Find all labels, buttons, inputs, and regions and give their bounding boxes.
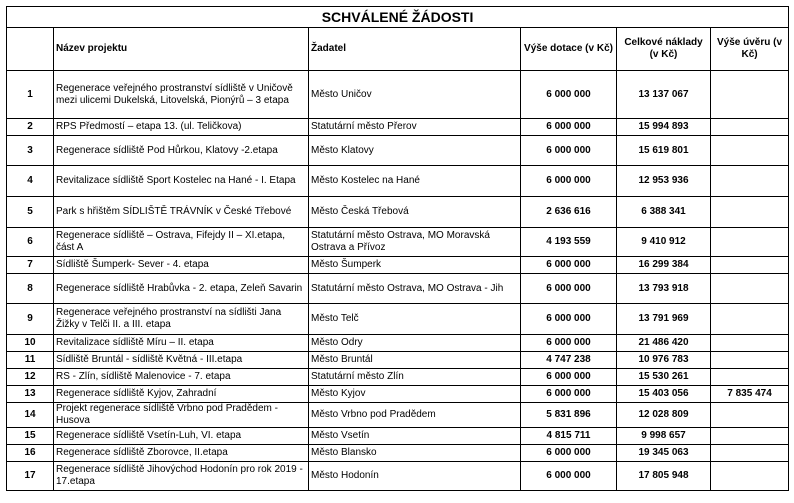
applicant-cell: Město Uničov — [309, 71, 521, 119]
header-applicant: Žadatel — [309, 28, 521, 71]
loan-cell — [711, 352, 789, 369]
total-costs-cell: 15 994 893 — [617, 119, 711, 136]
subsidy-cell: 6 000 000 — [521, 274, 617, 304]
subsidy-cell: 4 747 238 — [521, 352, 617, 369]
project-name-cell: Revitalizace sídliště Sport Kostelec na Hané - I. Etapa — [54, 166, 309, 197]
header-subsidy: Výše dotace (v Kč) — [521, 28, 617, 71]
subsidy-cell: 6 000 000 — [521, 166, 617, 197]
row-number: 12 — [7, 369, 54, 386]
loan-cell — [711, 228, 789, 257]
total-costs-cell: 13 791 969 — [617, 304, 711, 335]
row-number: 2 — [7, 119, 54, 136]
table-row — [7, 197, 789, 228]
loan-cell — [711, 166, 789, 197]
loan-cell — [711, 71, 789, 119]
project-name-cell: Sídliště Šumperk- Sever - 4. etapa — [54, 257, 309, 274]
row-number: 6 — [7, 228, 54, 257]
total-costs-cell: 17 805 948 — [617, 462, 711, 491]
loan-cell — [711, 369, 789, 386]
total-costs-cell: 9 998 657 — [617, 428, 711, 445]
table-row — [7, 166, 789, 197]
header-project-name: Název projektu — [54, 28, 309, 71]
applicant-cell: Město Vrbno pod Pradědem — [309, 403, 521, 428]
applicant-cell: Město Hodonín — [309, 462, 521, 491]
loan-cell — [711, 257, 789, 274]
subsidy-cell: 2 636 616 — [521, 197, 617, 228]
loan-cell — [711, 462, 789, 491]
total-costs-cell: 15 619 801 — [617, 136, 711, 166]
loan-cell — [711, 119, 789, 136]
total-costs-cell: 13 137 067 — [617, 71, 711, 119]
project-name-cell: Regenerace sídliště Zborovce, II.etapa — [54, 445, 309, 462]
loan-cell — [711, 445, 789, 462]
subsidy-cell: 6 000 000 — [521, 386, 617, 403]
project-name-cell: Projekt regenerace sídliště Vrbno pod Pradědem - Husova — [54, 403, 309, 428]
table-row — [7, 445, 789, 462]
subsidy-cell: 4 193 559 — [521, 228, 617, 257]
subsidy-cell: 4 815 711 — [521, 428, 617, 445]
applicant-cell: Město Telč — [309, 304, 521, 335]
total-costs-cell: 16 299 384 — [617, 257, 711, 274]
total-costs-cell: 21 486 420 — [617, 335, 711, 352]
row-number: 9 — [7, 304, 54, 335]
project-name-cell: Regenerace sídliště Kyjov, Zahradní — [54, 386, 309, 403]
total-costs-cell: 12 953 936 — [617, 166, 711, 197]
table-row — [7, 304, 789, 335]
table-row — [7, 428, 789, 445]
row-number: 13 — [7, 386, 54, 403]
applicant-cell: Město Blansko — [309, 445, 521, 462]
applicant-cell: Město Klatovy — [309, 136, 521, 166]
loan-cell — [711, 403, 789, 428]
row-number: 7 — [7, 257, 54, 274]
header-number — [7, 28, 54, 71]
loan-cell — [711, 335, 789, 352]
subsidy-cell: 6 000 000 — [521, 136, 617, 166]
total-costs-cell: 10 976 783 — [617, 352, 711, 369]
table-row — [7, 71, 789, 119]
loan-cell — [711, 428, 789, 445]
subsidy-cell: 6 000 000 — [521, 304, 617, 335]
table-title: SCHVÁLENÉ ŽÁDOSTI — [7, 7, 789, 28]
loan-cell — [711, 197, 789, 228]
table-row — [7, 335, 789, 352]
table-row — [7, 403, 789, 428]
subsidy-cell: 6 000 000 — [521, 445, 617, 462]
project-name-cell: Regenerace veřejného prostranství na sídlišti Jana Žižky v Telči II. a III. etapa — [54, 304, 309, 335]
table-row — [7, 352, 789, 369]
project-name-cell: Regenerace sídliště Hrabůvka - 2. etapa, Zeleň Savarin — [54, 274, 309, 304]
subsidy-cell: 6 000 000 — [521, 369, 617, 386]
loan-cell — [711, 274, 789, 304]
table-row — [7, 386, 789, 403]
subsidy-cell: 5 831 896 — [521, 403, 617, 428]
table-row — [7, 136, 789, 166]
applicant-cell: Město Vsetín — [309, 428, 521, 445]
project-name-cell: RPS Předmostí – etapa 13. (ul. Teličkova) — [54, 119, 309, 136]
row-number: 17 — [7, 462, 54, 491]
table-row — [7, 228, 789, 257]
applicant-cell: Město Šumperk — [309, 257, 521, 274]
total-costs-cell: 15 403 056 — [617, 386, 711, 403]
row-number: 14 — [7, 403, 54, 428]
applicant-cell: Statutární město Zlín — [309, 369, 521, 386]
applicant-cell: Statutární město Ostrava, MO Ostrava - Jih — [309, 274, 521, 304]
row-number: 8 — [7, 274, 54, 304]
row-number: 15 — [7, 428, 54, 445]
applicant-cell: Město Kyjov — [309, 386, 521, 403]
header-row — [7, 28, 789, 71]
project-name-cell: Regenerace sídliště Jihovýchod Hodonín pro rok 2019 - 17.etapa — [54, 462, 309, 491]
project-name-cell: Regenerace sídliště Vsetín-Luh, VI. etapa — [54, 428, 309, 445]
project-name-cell: Revitalizace sídliště Míru – II. etapa — [54, 335, 309, 352]
applicant-cell: Město Česká Třebová — [309, 197, 521, 228]
project-name-cell: Regenerace sídliště – Ostrava, Fifejdy II – XI.etapa, část A — [54, 228, 309, 257]
total-costs-cell: 15 530 261 — [617, 369, 711, 386]
subsidy-cell: 6 000 000 — [521, 71, 617, 119]
total-costs-cell: 9 410 912 — [617, 228, 711, 257]
total-costs-cell: 12 028 809 — [617, 403, 711, 428]
loan-cell — [711, 304, 789, 335]
row-number: 11 — [7, 352, 54, 369]
subsidy-cell: 6 000 000 — [521, 335, 617, 352]
table-row — [7, 257, 789, 274]
row-number: 16 — [7, 445, 54, 462]
total-costs-cell: 13 793 918 — [617, 274, 711, 304]
applicant-cell: Město Odry — [309, 335, 521, 352]
row-number: 1 — [7, 71, 54, 119]
header-loan: Výše úvěru (v Kč) — [711, 28, 789, 71]
applicant-cell: Statutární město Ostrava, MO Moravská Ostrava a Přívoz — [309, 228, 521, 257]
subsidy-cell: 6 000 000 — [521, 462, 617, 491]
row-number: 10 — [7, 335, 54, 352]
project-name-cell: Regenerace veřejného prostranství sídliště v Uničově mezi ulicemi Dukelská, Litovelská, Pionýrů – 3 etapa — [54, 71, 309, 119]
table-row — [7, 274, 789, 304]
applicant-cell: Statutární město Přerov — [309, 119, 521, 136]
row-number: 3 — [7, 136, 54, 166]
project-name-cell: Regenerace sídliště Pod Hůrkou, Klatovy -2.etapa — [54, 136, 309, 166]
subsidy-cell: 6 000 000 — [521, 119, 617, 136]
table-row — [7, 462, 789, 491]
loan-cell — [711, 136, 789, 166]
total-costs-cell: 19 345 063 — [617, 445, 711, 462]
loan-cell: 7 835 474 — [711, 386, 789, 403]
subsidy-cell: 6 000 000 — [521, 257, 617, 274]
project-name-cell: Park s hřištěm SÍDLIŠTĚ TRÁVNÍK v České Třebové — [54, 197, 309, 228]
table-row — [7, 119, 789, 136]
header-total-costs: Celkové náklady (v Kč) — [617, 28, 711, 71]
row-number: 5 — [7, 197, 54, 228]
total-costs-cell: 6 388 341 — [617, 197, 711, 228]
project-name-cell: Sídliště Bruntál - sídliště Květná - III.etapa — [54, 352, 309, 369]
applicant-cell: Město Bruntál — [309, 352, 521, 369]
row-number: 4 — [7, 166, 54, 197]
project-name-cell: RS - Zlín, sídliště Malenovice - 7. etapa — [54, 369, 309, 386]
approved-applications-table — [6, 6, 789, 491]
applicant-cell: Město Kostelec na Hané — [309, 166, 521, 197]
table-row — [7, 369, 789, 386]
